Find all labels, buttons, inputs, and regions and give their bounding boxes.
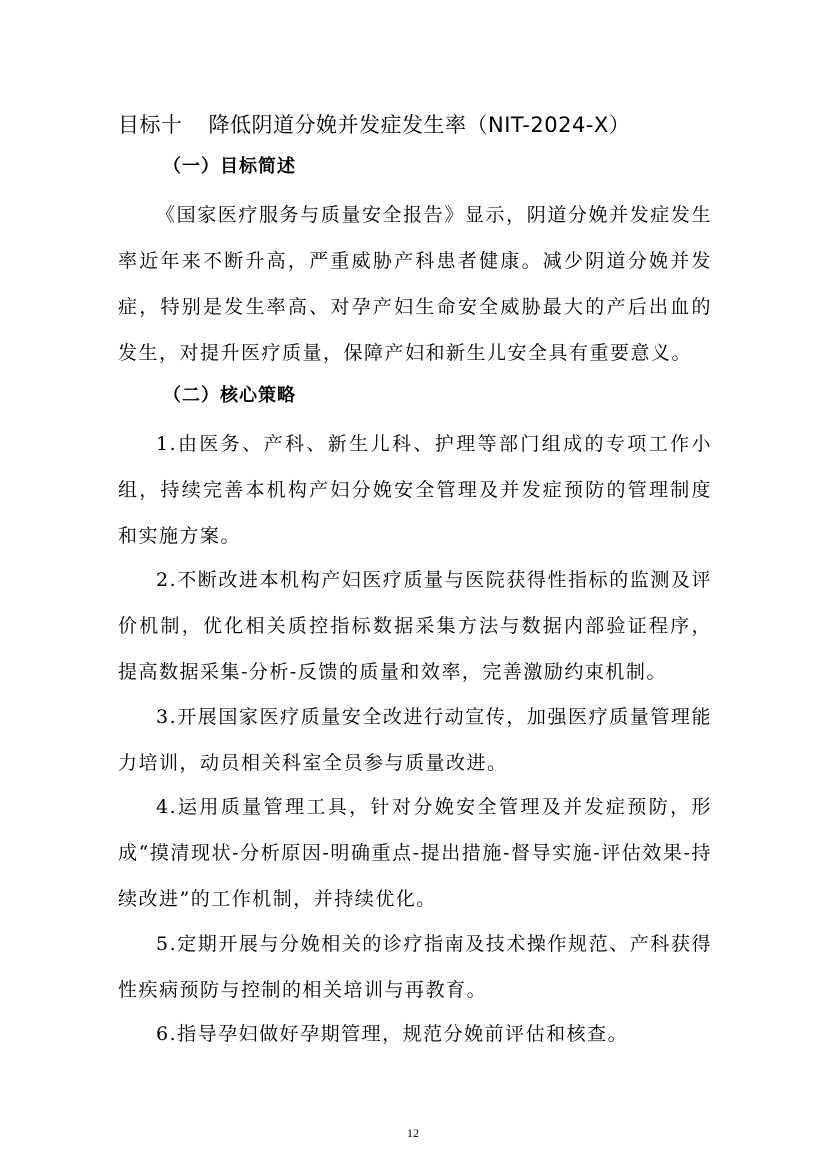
title-prefix: 目标十: [118, 113, 183, 137]
overview-paragraph: 《国家医疗服务与质量安全报告》显示，阴道分娩并发症发生率近年来不断升高，严重威胁产科患者健康。减少阴道分娩并发症，特别是发生率高、对孕产妇生命安全威胁最大的产后出血的发生，对提升医疗质量，保障产妇和新生儿安全具有重要意义。: [118, 204, 712, 364]
strategy-item-3: 3.开展国家医疗质量安全改进行动宣传，加强医疗质量管理能力培训，动员相关科室全员参与质量改进。: [118, 706, 712, 774]
document-title: [118, 109, 758, 141]
strategy-item-5: 5.定期开展与分娩相关的诊疗指南及技术操作规范、产科获得性疾病预防与控制的相关培训与再教育。: [118, 933, 712, 1001]
section-heading-strategies: （二）核心策略: [163, 385, 296, 406]
strategy-item-6: 6.指导孕妇做好孕期管理，规范分娩前评估和核查。: [156, 1023, 629, 1045]
strategy-item-1: 1.由医务、产科、新生儿科、护理等部门组成的专项工作小组，持续完善本机构产妇分娩安全管理及并发症预防的管理制度和实施方案。: [118, 433, 712, 547]
strategy-item-4: 4.运用质量管理工具，针对分娩安全管理及并发症预防，形成“摸清现状-分析原因-明确重点-提出措施-督导实施-评估效果-持续改进”的工作机制，并持续优化。: [118, 796, 712, 910]
page-number: 12: [407, 1126, 419, 1140]
section-heading-overview: （一）目标简述: [163, 156, 296, 177]
strategy-item-2: 2.不断改进本机构产妇医疗质量与医院获得性指标的监测及评价机制，优化相关质控指标数据采集方法与数据内部验证程序，提高数据采集-分析-反馈的质量和效率，完善激励约束机制。: [118, 569, 712, 683]
title-text: 降低阴道分娩并发症发生率（NIT-2024-Ⅹ）: [208, 113, 631, 137]
